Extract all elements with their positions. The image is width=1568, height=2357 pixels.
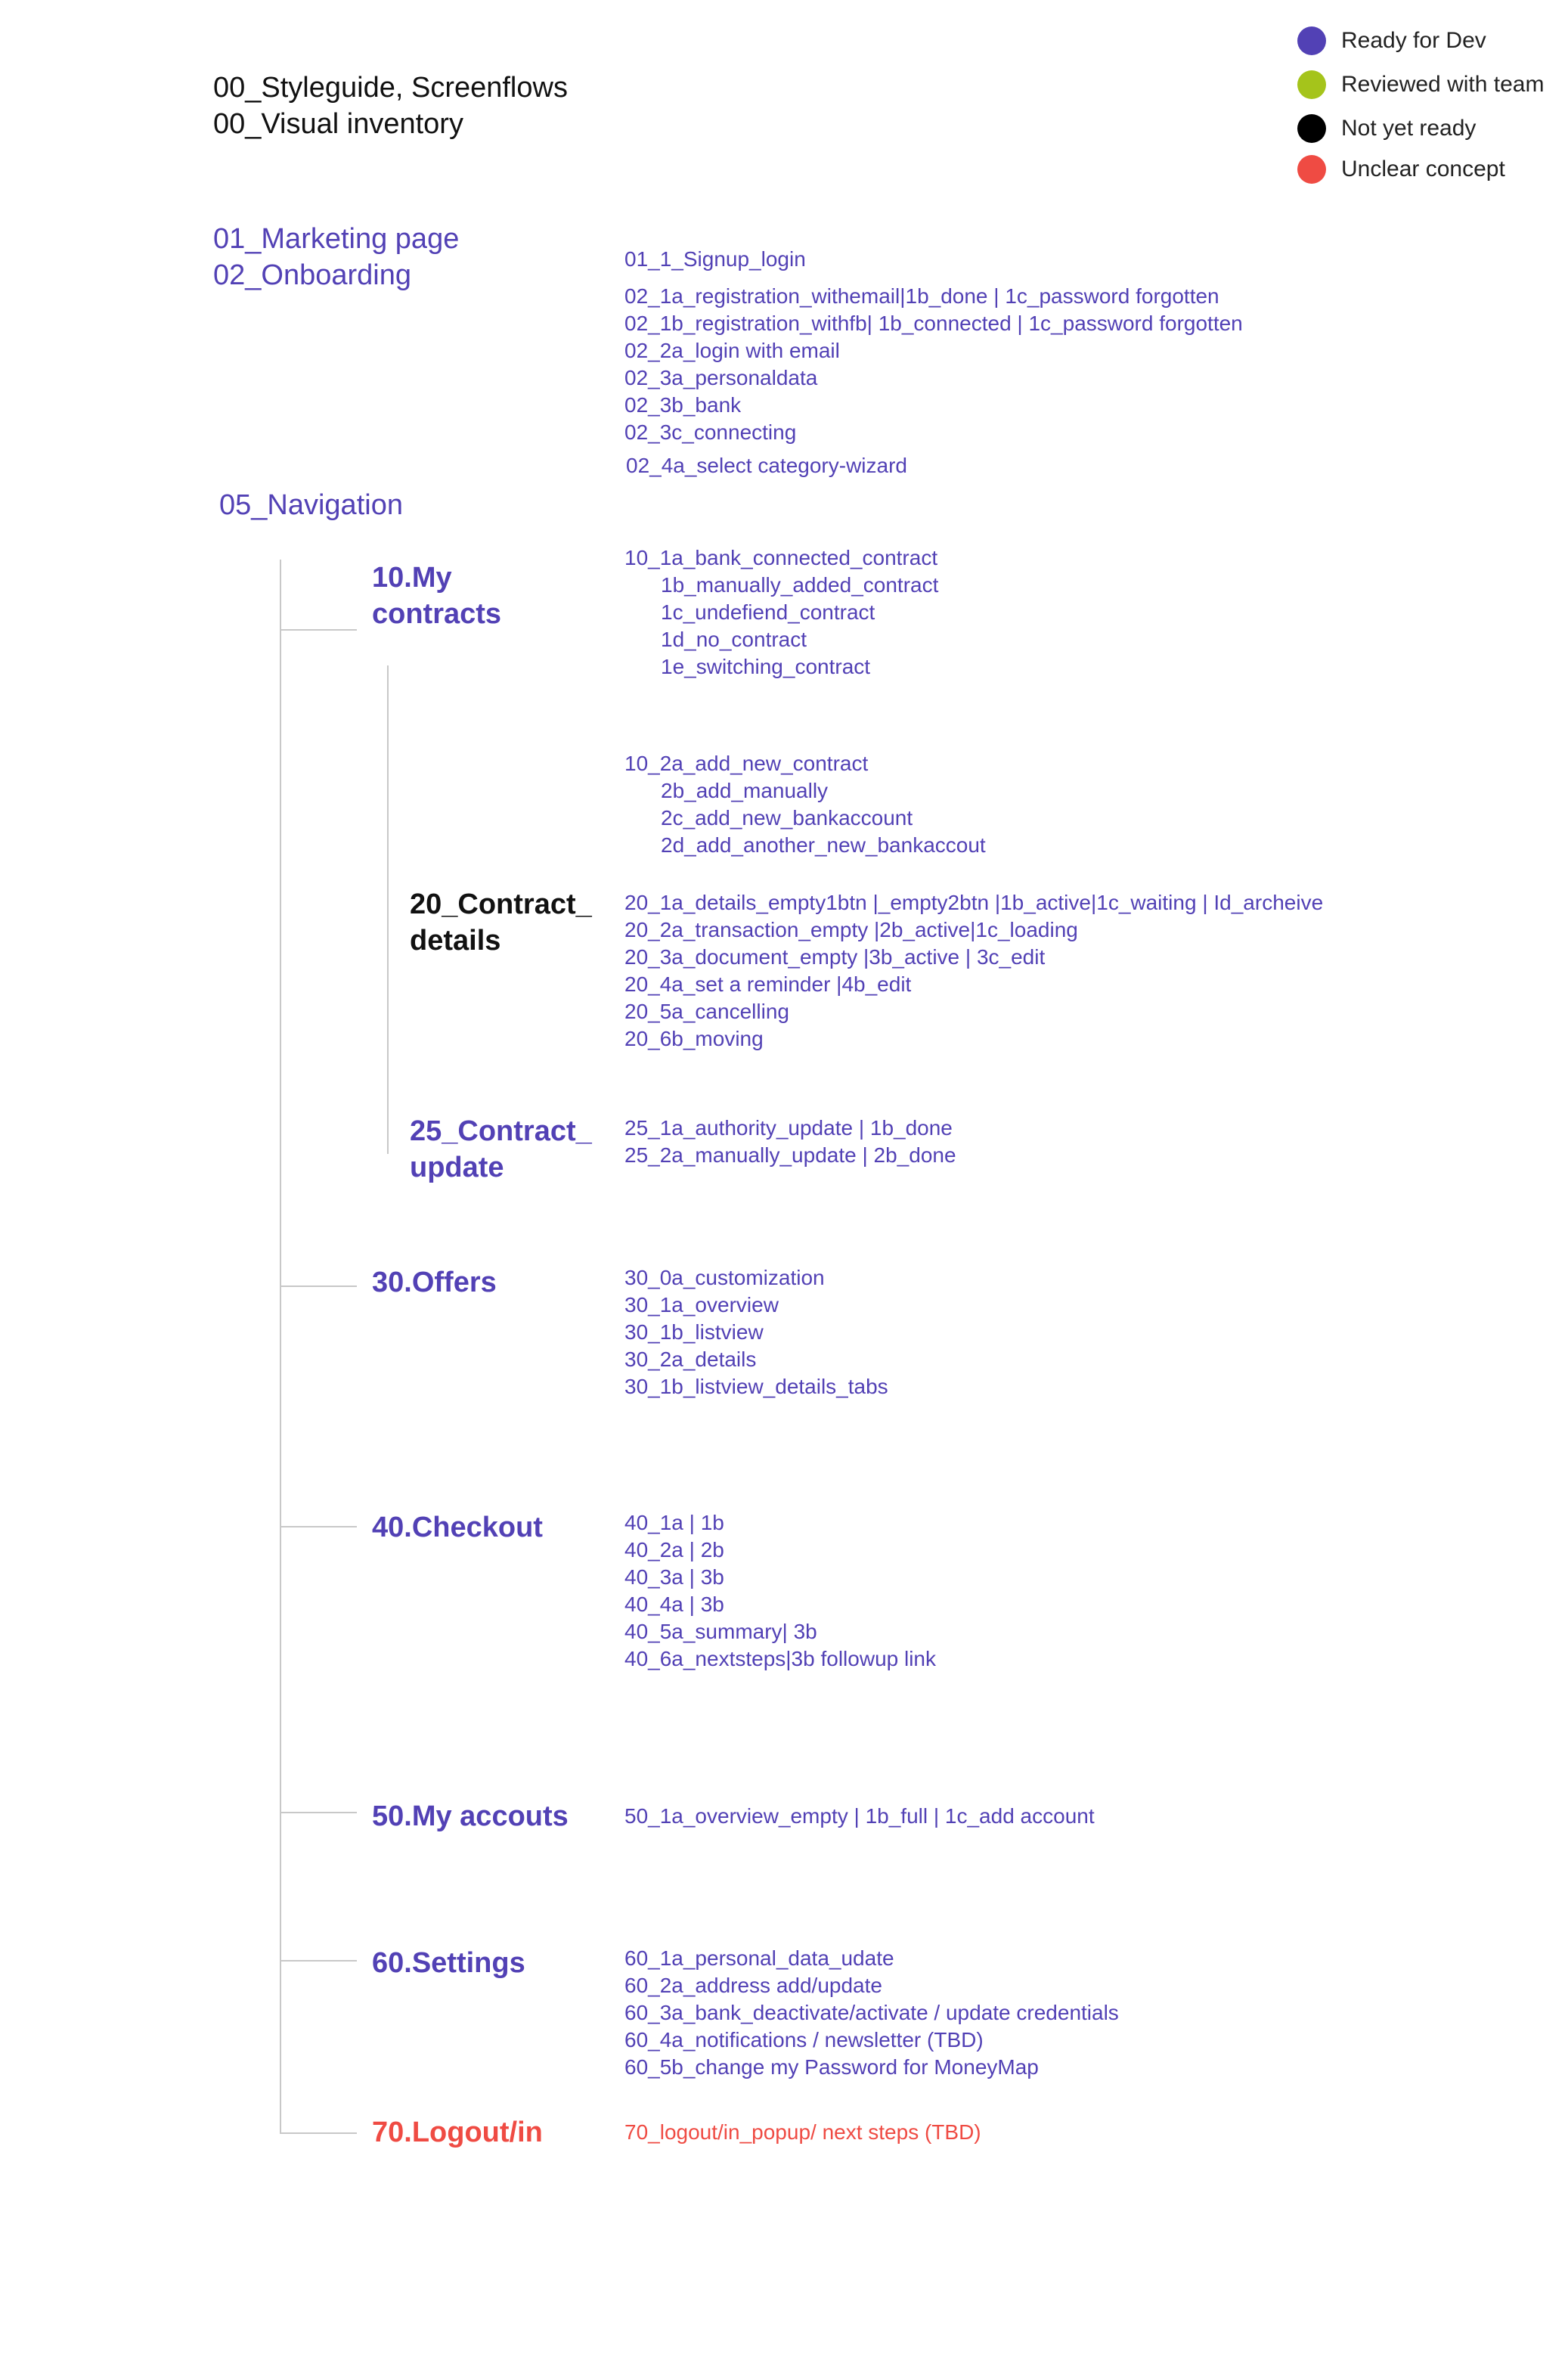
list-item: 30_1a_overview [624,1293,779,1317]
header-styleguide: 00_Styleguide, Screenflows [213,72,568,104]
list-item: 10_1a_bank_connected_contract [624,546,938,569]
accounts-item: 50_1a_overview_empty | 1b_full | 1c_add account [624,1804,1095,1828]
logout-item: 70_logout/in_popup/ next steps (TBD) [624,2120,981,2144]
list-item: 1c_undefiend_contract [661,600,875,624]
contracts-group-1 [624,544,938,681]
contract-update-items [624,1115,956,1169]
list-item: 02_3c_connecting [624,420,797,444]
contract-details-items [624,889,1323,1053]
list-item: 02_1a_registration_withemail|1b_done | 1c_password forgotten [624,284,1219,308]
list-item: 1e_switching_contract [661,655,871,678]
list-item: 60_2a_address add/update [624,1974,882,1997]
logout-title: 70.Logout/in [372,2117,543,2148]
list-item: 10_2a_add_new_contract [624,752,869,775]
signup-login-item: 01_1_Signup_login [624,247,806,271]
offers-items [624,1264,888,1400]
list-item: 30_1b_listview [624,1320,764,1344]
list-item: 02_2a_login with email [624,339,840,362]
list-item: 2b_add_manually [661,779,829,802]
legend-label: Ready for Dev [1341,28,1486,53]
list-item: 1b_manually_added_contract [661,573,939,597]
marketing-page-title: 01_Marketing page [213,223,460,255]
section-title-line: contracts [372,598,502,630]
section-title-line: 10.My [372,562,452,594]
list-item: 60_3a_bank_deactivate/activate / update credentials [624,2001,1119,2024]
legend-label: Unclear concept [1341,157,1505,181]
tree-branch-contracts [280,629,357,631]
checkout-title: 40.Checkout [372,1512,543,1543]
section-title-line: 25_Contract_ [410,1115,592,1147]
not-ready-status-dot-icon [1297,114,1326,143]
legend-item-unclear [1297,154,1505,185]
list-item: 2d_add_another_new_bankaccout [661,833,986,857]
legend-label: Not yet ready [1341,116,1477,141]
contract-update-title [410,1113,592,1186]
list-item: 60_1a_personal_data_udate [624,1946,894,1970]
legend-item-not-ready [1297,113,1476,144]
section-title-line: details [410,925,501,957]
section-title-line: update [410,1152,504,1183]
list-item: 40_5a_summary| 3b [624,1620,817,1643]
legend-item-reviewed [1297,70,1544,100]
header-visual-inventory: 00_Visual inventory [213,108,463,140]
list-item: 20_1a_details_empty1btn |_empty2btn |1b_active|1c_waiting | Id_archeive [624,891,1324,914]
reviewed-status-dot-icon [1297,70,1326,99]
offers-title: 30.Offers [372,1267,497,1298]
legend-label: Reviewed with team [1341,72,1545,97]
list-item: 30_2a_details [624,1348,757,1371]
navigation-title: 05_Navigation [219,489,403,521]
my-accounts-title: 50.My accouts [372,1800,569,1832]
list-item: 2c_add_new_bankaccount [661,806,913,830]
onboarding-title: 02_Onboarding [213,259,411,291]
list-item: 25_1a_authority_update | 1b_done [624,1116,953,1140]
legend-item-ready [1297,26,1486,56]
onboarding-items [624,283,1243,446]
list-item: 30_0a_customization [624,1266,825,1289]
list-item: 40_4a | 3b [624,1593,724,1616]
list-item: 25_2a_manually_update | 2b_done [624,1143,956,1167]
list-item: 60_5b_change my Password for MoneyMap [624,2055,1039,2079]
list-item: 40_2a | 2b [624,1538,724,1562]
section-title-line: 20_Contract_ [410,889,592,920]
list-item: 02_3a_personaldata [624,366,818,389]
list-item: 20_4a_set a reminder |4b_edit [624,972,912,996]
my-contracts-title [372,560,501,632]
tree-branch-settings [280,1960,357,1962]
unclear-status-dot-icon [1297,155,1326,184]
list-item: 20_6b_moving [624,1027,764,1050]
list-item: 20_3a_document_empty |3b_active | 3c_edit [624,945,1046,969]
category-wizard-item: 02_4a_select category-wizard [626,454,907,477]
tree-main-line [280,560,281,2134]
list-item: 02_1b_registration_withfb| 1b_connected | 1c_password forgotten [624,312,1243,335]
tree-branch-logout [280,2132,357,2134]
contract-details-title [410,886,592,959]
tree-branch-offers [280,1285,357,1287]
list-item: 40_6a_nextsteps|3b followup link [624,1647,937,1670]
list-item: 60_4a_notifications / newsletter (TBD) [624,2028,984,2052]
list-item: 40_1a | 1b [624,1511,724,1534]
list-item: 20_2a_transaction_empty |2b_active|1c_loading [624,918,1078,941]
contracts-group-2 [624,750,986,859]
list-item: 40_3a | 3b [624,1565,724,1589]
settings-title: 60.Settings [372,1947,525,1979]
list-item: 30_1b_listview_details_tabs [624,1375,888,1398]
settings-items [624,1945,1119,2081]
list-item: 1d_no_contract [661,628,807,651]
ready-status-dot-icon [1297,26,1326,55]
tree-sub-line [387,665,389,1154]
checkout-items [624,1509,936,1673]
tree-branch-accounts [280,1812,357,1813]
list-item: 20_5a_cancelling [624,1000,789,1023]
list-item: 02_3b_bank [624,393,742,417]
tree-branch-checkout [280,1526,357,1527]
